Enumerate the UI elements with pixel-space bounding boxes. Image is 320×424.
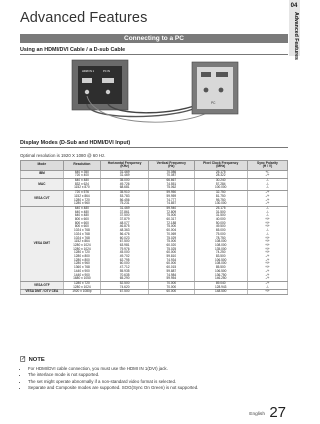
table-row	[21, 191, 288, 207]
divider	[20, 147, 288, 148]
hdmi-port	[82, 78, 92, 83]
hfreq-cell: 31.469 31.469	[101, 170, 149, 178]
pixel-clock-cell: 89.040 128.943	[194, 281, 247, 289]
table-row	[21, 179, 288, 191]
list-item: • The interlace mode is not supported.	[28, 372, 288, 378]
chapter-label: Advanced Features	[293, 12, 299, 60]
pixel-clock-cell: 148.500	[194, 290, 247, 295]
hfreq-cell: 35.000 49.726 68.681	[101, 179, 149, 191]
mode-cell: VESA DMT	[21, 206, 64, 281]
list-item: • For HDMI/DVI cable connection, you must use the HDMI IN 1(DVI) jack.	[28, 366, 288, 372]
notes-list	[20, 366, 288, 392]
sync-cell: -/+ -/-	[247, 281, 287, 289]
chapter-number: 04	[290, 3, 298, 9]
optimal-resolution-text: Optimal resolution is 1920 X 1080 @ 60 Hz.	[20, 153, 106, 158]
note-heading-text: NOTE	[28, 357, 45, 363]
vfreq-cell: 59.940 72.809 75.000 60.317 72.188 75.000 60.004 70.069 75.029 75.000 60.020 75.025 60.000 59.810 74.934 60.000 60.015 59.887 74.984 59.954	[149, 206, 194, 281]
section-banner: Connecting to a PC	[20, 34, 288, 43]
connection-diagram	[46, 58, 274, 130]
vfreq-cell: 66.667 74.551 75.062	[149, 179, 194, 191]
pixel-clock-cell: 25.175 28.322	[194, 170, 247, 178]
table-row	[21, 170, 288, 178]
mode-cell: MAC	[21, 179, 64, 191]
chapter-tab	[289, 0, 300, 60]
pc-port-2	[216, 72, 228, 77]
pc-audio-jack-2	[219, 88, 224, 93]
pc-in-port	[102, 78, 114, 83]
pixel-clock-cell: 30.240 57.284 100.000	[194, 179, 247, 191]
hfreq-cell: 52.500 74.620	[101, 281, 149, 289]
section-heading-display-modes: Display Modes (D-Sub and HDMI/DVI Input)	[20, 140, 131, 146]
sync-cell: -/- -/- -/- +/+ +/+ +/+ -/- -/- +/+ +/+ +/+ +/+ +/+ -/+ -/+ +/+ +/+ -/+ -/+ -/+	[247, 206, 287, 281]
resolution-cell: 1920 x 1080p	[63, 290, 100, 295]
resolution-cell: 640 x 350 720 x 400	[63, 170, 100, 178]
page-number: 27	[269, 404, 286, 421]
resolution-cell: 640 x 480 832 x 624 1152 x 870	[63, 179, 100, 191]
mode-cell: VESA GTF	[21, 281, 64, 289]
sync-cell: -/+ -/+ -/+ -/+	[247, 191, 287, 207]
divider	[20, 54, 288, 55]
resolution-cell: 1280 x 720 1280 x 1024	[63, 281, 100, 289]
vfreq-cell: 70.086 70.087	[149, 170, 194, 178]
vfreq-cell: 60.000	[149, 290, 194, 295]
header-hfreq: Horizontal Frequency (KHz)	[101, 161, 149, 171]
table-header-row	[21, 161, 288, 171]
header-vfreq: Vertical Frequency (Hz)	[149, 161, 194, 171]
pc-in-label: PC IN	[103, 70, 110, 73]
sync-cell: +/- -/+	[247, 170, 287, 178]
list-item: • The set might operate abnormally if a non-standard video format is selected.	[28, 379, 288, 385]
table-row	[21, 290, 288, 295]
table-row	[21, 281, 288, 289]
pc-label: PC	[211, 101, 216, 105]
sync-cell: +/+	[247, 290, 287, 295]
audio-jack-l	[85, 90, 89, 94]
note-icon	[20, 356, 26, 362]
note-heading	[20, 356, 45, 363]
page-title: Advanced Features	[20, 10, 148, 26]
display-modes-table	[20, 160, 288, 295]
header-mode: Mode	[21, 161, 64, 171]
header-sync-polarity: Sync Polarity (H / V)	[247, 161, 287, 171]
pixel-clock-cell: 32.750 81.750 95.750 130.000	[194, 191, 247, 207]
mode-cell: IBM	[21, 170, 64, 178]
table-row	[21, 206, 288, 281]
header-pixel-clock: Pixel Clock Frequency (MHz)	[194, 161, 247, 171]
audio-jack-r	[106, 90, 110, 94]
header-resolution: Resolution	[63, 161, 100, 171]
list-item: • Separate and Composite modes are supported. SOG(Sync On Green) is not supported.	[28, 385, 288, 391]
hfreq-cell: 35.910 53.783 56.456 75.231	[101, 191, 149, 207]
hfreq-cell: 67.500	[101, 290, 149, 295]
vfreq-cell: 59.950 59.959 74.777 74.857	[149, 191, 194, 207]
hdmi-port-label: HDMI IN 1	[82, 70, 95, 73]
pc-audio-jack	[204, 88, 209, 93]
pixel-clock-cell: 25.175 31.500 31.500 40.000 50.000 49.500 65.000 75.000 78.750 108.000 108.000 135.000 74.250 83.500 106.500 108.000 85.500 106.500 136.750 146.250	[194, 206, 247, 281]
footer-language: English	[249, 412, 265, 417]
mode-cell: VESA CVT	[21, 191, 64, 207]
vfreq-cell: 70.000 70.000	[149, 281, 194, 289]
mode-cell: VESA DMT / DTV CEA	[21, 290, 64, 295]
resolution-cell: 720 x 576 1152 x 864 1280 x 720 1280 x 960	[63, 191, 100, 207]
resolution-cell: 640 x 480 640 x 480 640 x 480 800 x 600 800 x 600 800 x 600 1024 x 768 1024 x 768 1024 x 768 1152 x 864 1280 x 1024 1280 x 1024 1280 x 720 1280 x 800 1280 x 800 1280 x 960 1360 x 768 1440 x 900 1440 x 900 1680 x 1050	[63, 206, 100, 281]
sync-cell: -/- -/- -/-	[247, 179, 287, 191]
pc-port-1	[201, 72, 211, 77]
section-heading-cable: Using an HDMI/DVI Cable / a D-sub Cable	[20, 47, 126, 53]
hfreq-cell: 31.469 37.861 37.500 37.879 48.077 46.875 48.363 56.476 60.023 67.500 63.981 79.976 45.000 49.702 62.795 60.000 47.712 55.935 70.635 65.290	[101, 206, 149, 281]
